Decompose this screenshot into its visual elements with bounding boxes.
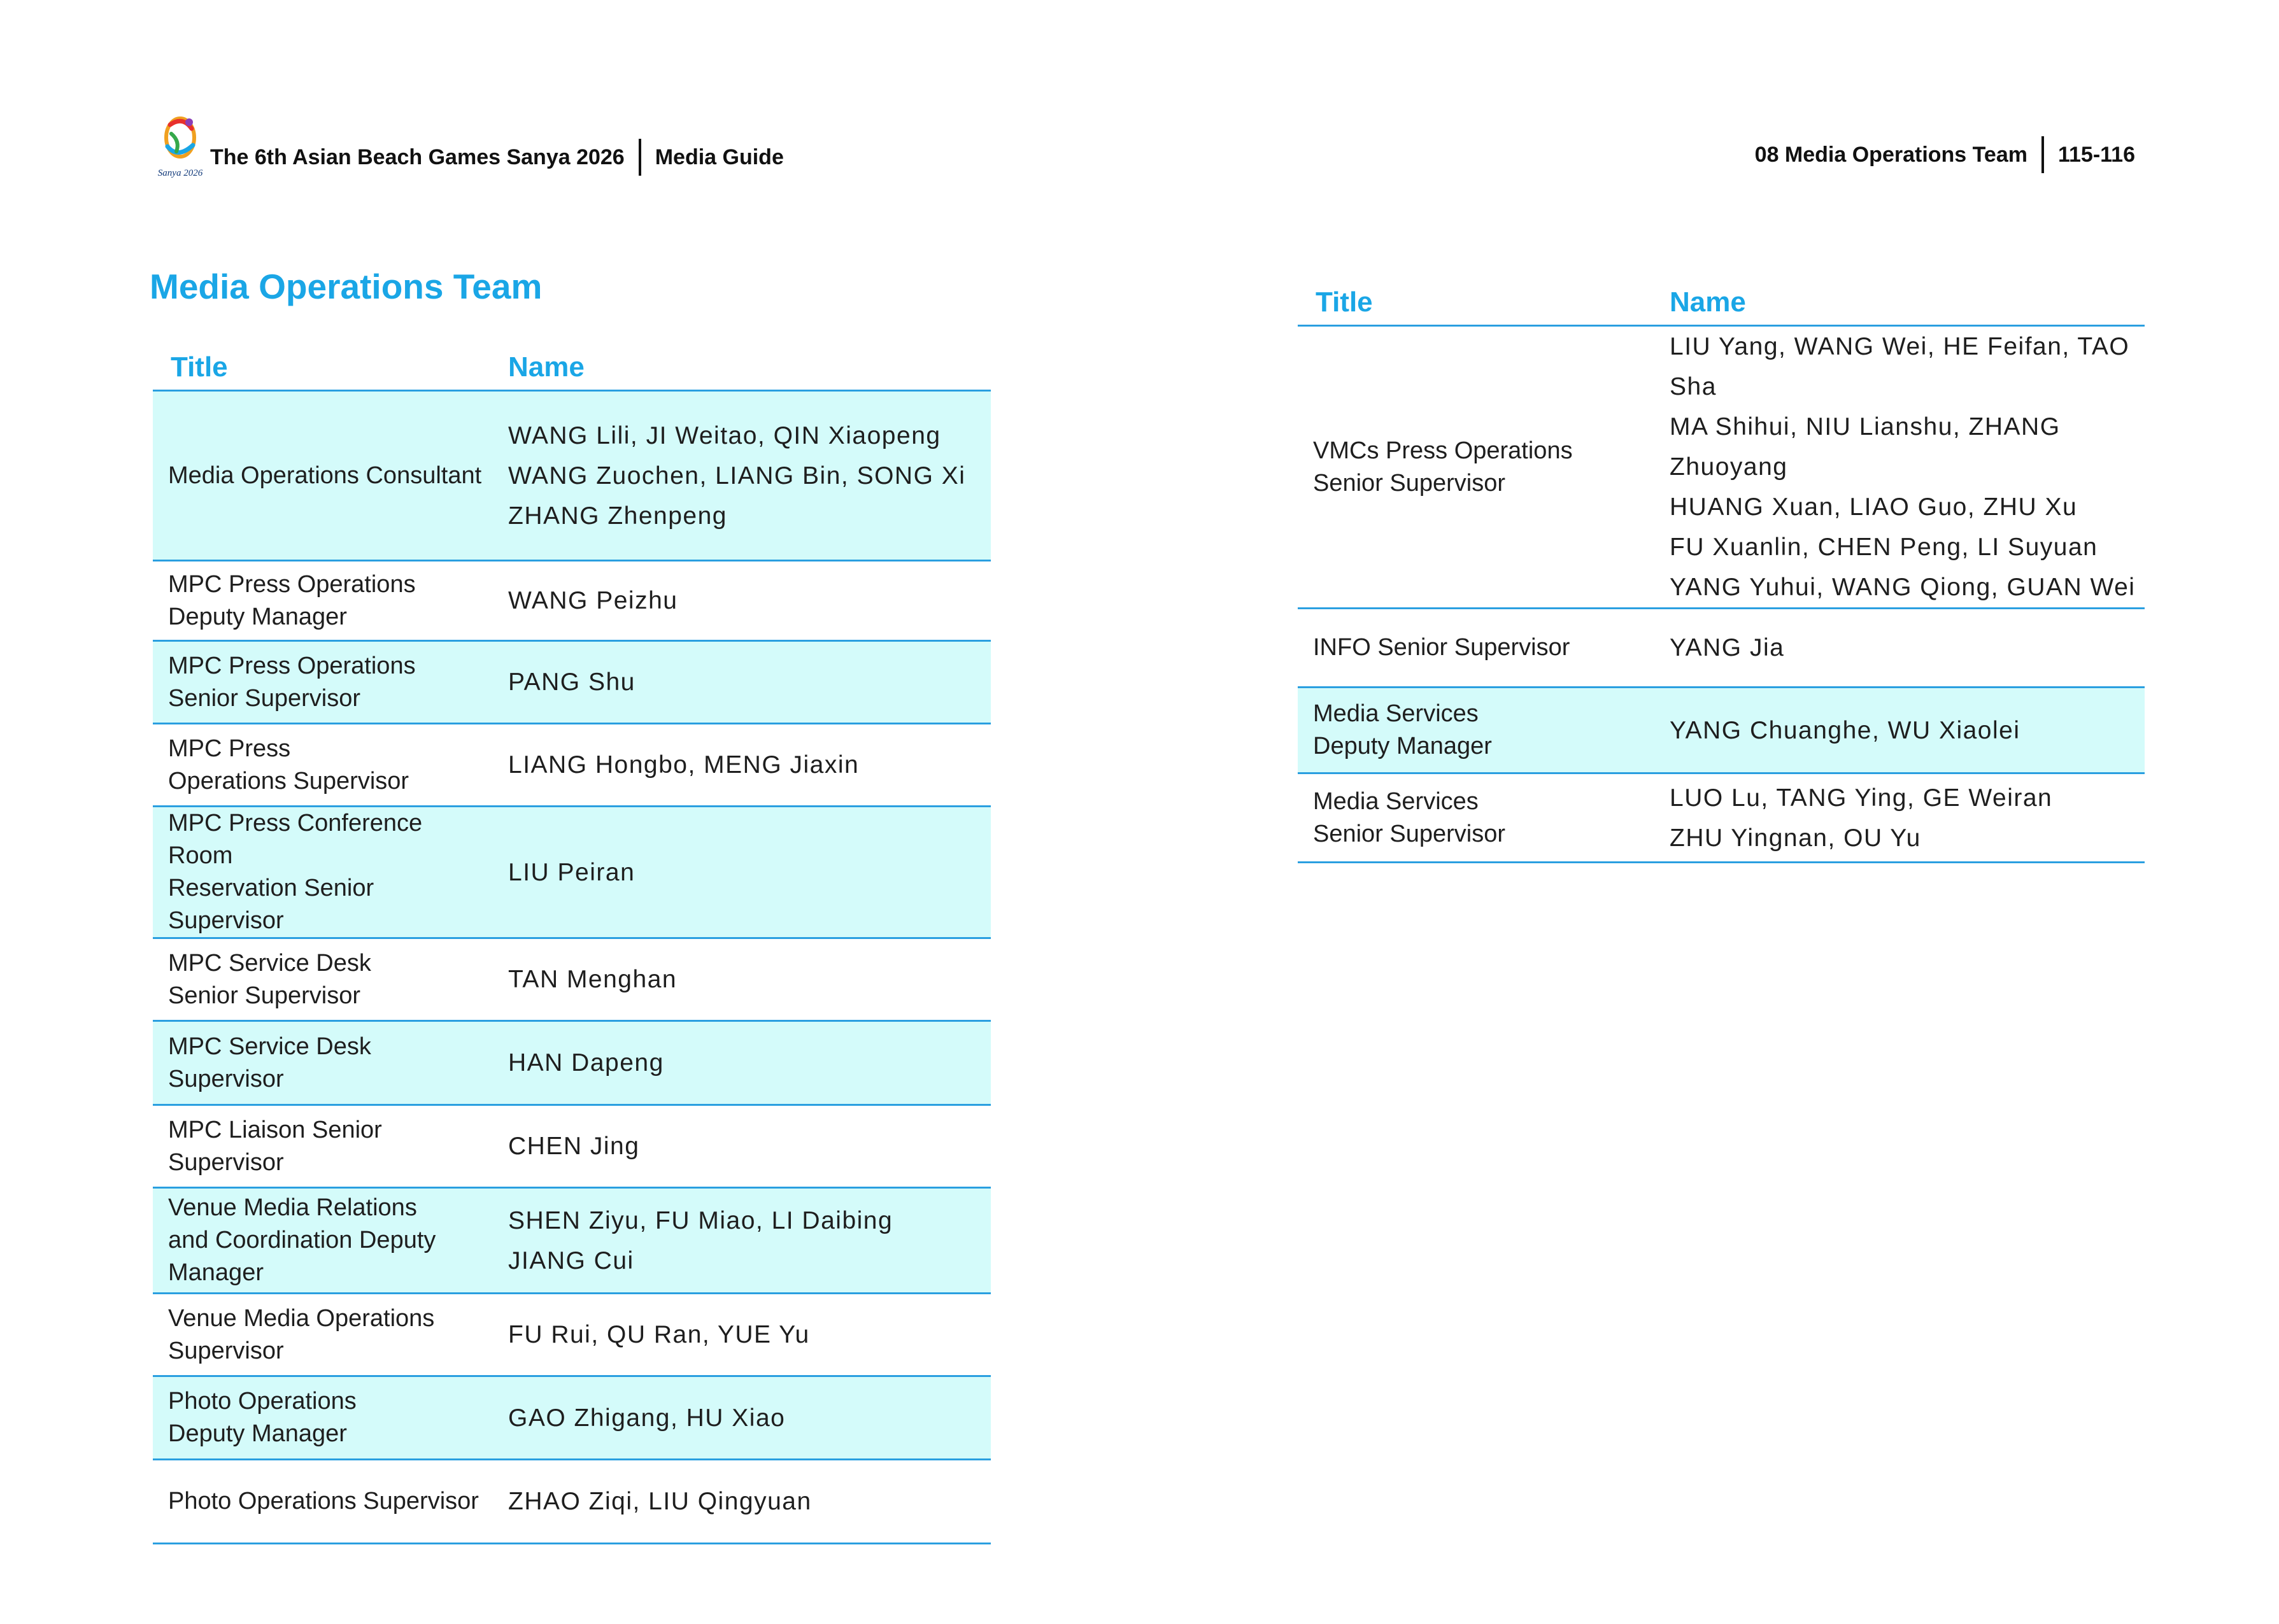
staff-names-cell xyxy=(490,724,991,807)
role-title-line: Deputy Manager xyxy=(168,1420,347,1447)
role-title-line: Reservation Senior Supervisor xyxy=(168,875,374,934)
staff-name-line: ZHANG Zhenpeng xyxy=(508,502,727,530)
staff-name-line: SHEN Ziyu, FU Miao, LI Daibing xyxy=(508,1206,893,1234)
role-title-line: MPC Service Desk xyxy=(168,949,371,977)
games-logo-icon xyxy=(151,112,209,181)
role-title-line: Venue Media Operations xyxy=(168,1304,435,1332)
col-name-header: Name xyxy=(490,331,991,391)
staff-names-cell xyxy=(490,561,991,641)
staff-names-cell xyxy=(490,1021,991,1105)
role-title-cell xyxy=(153,1188,490,1294)
staff-name-line: ZHAO Ziqi, LIU Qingyuan xyxy=(508,1488,812,1515)
staff-names-cell xyxy=(490,1188,991,1294)
table-header-row xyxy=(1298,272,2145,326)
staff-names-cell xyxy=(1652,609,2145,688)
table-row xyxy=(153,1021,991,1105)
doc-subtitle: Media Guide xyxy=(655,145,784,169)
table-row xyxy=(153,1460,991,1544)
staff-name-line: YANG Chuanghe, WU Xiaolei xyxy=(1670,716,2020,744)
table-row xyxy=(153,391,991,561)
role-title-cell xyxy=(153,391,490,561)
staff-name-line: PANG Shu xyxy=(508,668,635,696)
table-row xyxy=(153,724,991,807)
staff-names-cell xyxy=(490,391,991,561)
staff-names-cell xyxy=(490,938,991,1021)
staff-name-line: WANG Peizhu xyxy=(508,587,678,614)
table-row xyxy=(153,641,991,724)
table-row xyxy=(1298,609,2145,688)
staff-name-line: ZHU Yingnan, OU Yu xyxy=(1670,824,1921,852)
staff-name-line: HUANG Xuan, LIAO Guo, ZHU Xu xyxy=(1670,493,2078,521)
role-title-cell xyxy=(1298,326,1652,609)
header-left xyxy=(210,139,784,176)
role-title-cell xyxy=(153,561,490,641)
staff-name-line: JIANG Cui xyxy=(508,1246,634,1274)
staff-name-line: LUO Lu, TANG Ying, GE Weiran xyxy=(1670,784,2053,812)
table-row xyxy=(153,807,991,938)
role-title-line: Senior Supervisor xyxy=(1313,469,1506,497)
left-table-body xyxy=(153,391,991,1544)
role-title-line: Photo Operations xyxy=(168,1388,357,1415)
role-title-line: MPC Liaison Senior Supervisor xyxy=(168,1116,382,1176)
staff-name-line: LIU Yang, WANG Wei, HE Feifan, TAO Sha xyxy=(1670,333,2130,400)
role-title-line: MPC Press Conference Room xyxy=(168,810,423,869)
staff-name-line: CHEN Jing xyxy=(508,1133,640,1160)
role-title-line: MPC Press Operations xyxy=(168,570,416,598)
table-row xyxy=(153,1188,991,1294)
role-title-cell xyxy=(153,1376,490,1460)
table-row xyxy=(153,1376,991,1460)
doc-title: The 6th Asian Beach Games Sanya 2026 xyxy=(210,145,625,169)
role-title-line: Supervisor xyxy=(168,1337,284,1364)
staff-names-cell xyxy=(490,641,991,724)
header-divider xyxy=(639,139,641,176)
role-title-line: Photo Operations Supervisor xyxy=(168,1488,479,1515)
staff-name-line: WANG Zuochen, LIANG Bin, SONG Xi xyxy=(508,462,966,490)
role-title-cell xyxy=(153,724,490,807)
role-title-line: Deputy Manager xyxy=(1313,733,1492,759)
table-row xyxy=(153,1105,991,1188)
staff-names-cell xyxy=(1652,326,2145,609)
role-title-cell xyxy=(1298,609,1652,688)
table-row xyxy=(153,938,991,1021)
staff-name-line: TAN Menghan xyxy=(508,966,678,993)
staff-name-line: YANG Yuhui, WANG Qiong, GUAN Wei xyxy=(1670,574,2136,601)
role-title-line: Media Operations Consultant xyxy=(168,462,482,489)
section-title: Media Operations Team xyxy=(150,267,543,306)
right-staff-table xyxy=(1298,272,2145,863)
staff-name-line: GAO Zhigang, HU Xiao xyxy=(508,1404,786,1432)
staff-names-cell xyxy=(490,1105,991,1188)
role-title-line: Senior Supervisor xyxy=(1313,820,1506,847)
page-numbers: 115-116 xyxy=(2057,142,2135,167)
staff-name-line: LIU Peiran xyxy=(508,858,635,886)
role-title-line: Operations Supervisor xyxy=(168,767,409,794)
staff-name-line: FU Xuanlin, CHEN Peng, LI Suyuan xyxy=(1670,533,2098,561)
role-title-cell xyxy=(153,1021,490,1105)
role-title-cell xyxy=(153,807,490,938)
role-title-line: and Coordination Deputy xyxy=(168,1227,436,1253)
staff-names-cell xyxy=(1652,773,2145,863)
staff-name-line: WANG Lili, JI Weitao, QIN Xiaopeng xyxy=(508,421,941,449)
role-title-cell xyxy=(153,641,490,724)
role-title-line: VMCs Press Operations xyxy=(1313,437,1573,464)
table-row xyxy=(1298,773,2145,863)
col-name-header: Name xyxy=(1652,272,2145,326)
role-title-line: Venue Media Relations xyxy=(168,1194,417,1221)
role-title-cell xyxy=(153,938,490,1021)
role-title-line: Manager xyxy=(168,1259,264,1286)
role-title-line: Senior Supervisor xyxy=(168,684,361,712)
staff-name-line: HAN Dapeng xyxy=(508,1049,664,1077)
staff-names-cell xyxy=(490,1460,991,1544)
header-divider xyxy=(2041,136,2044,173)
table-row xyxy=(153,561,991,641)
staff-name-line: FU Rui, QU Ran, YUE Yu xyxy=(508,1321,810,1348)
svg-text:Sanya 2026: Sanya 2026 xyxy=(157,168,203,178)
table-row xyxy=(1298,688,2145,773)
role-title-line: MPC Press xyxy=(168,735,291,762)
role-title-line: Deputy Manager xyxy=(168,603,347,630)
role-title-line: INFO Senior Supervisor xyxy=(1313,634,1570,661)
col-title-header: Title xyxy=(153,331,490,391)
role-title-cell xyxy=(1298,773,1652,863)
role-title-cell xyxy=(153,1460,490,1544)
role-title-line: Senior Supervisor xyxy=(168,982,361,1009)
col-title-header: Title xyxy=(1298,272,1652,326)
left-staff-table xyxy=(153,331,991,1544)
staff-names-cell xyxy=(1652,688,2145,773)
role-title-cell xyxy=(1298,688,1652,773)
staff-name-line: LIANG Hongbo, MENG Jiaxin xyxy=(508,751,860,779)
staff-names-cell xyxy=(490,1376,991,1460)
staff-names-cell xyxy=(490,1294,991,1376)
games-logo xyxy=(151,112,209,181)
right-table-body xyxy=(1298,326,2145,863)
table-row xyxy=(153,1294,991,1376)
table-row xyxy=(1298,326,2145,609)
staff-name-line: YANG Jia xyxy=(1670,634,1785,661)
header-right xyxy=(1755,136,2135,173)
table-header-row xyxy=(153,331,991,391)
chapter-label: 08 Media Operations Team xyxy=(1754,142,2027,167)
staff-names-cell xyxy=(490,807,991,938)
role-title-line: MPC Service Desk Supervisor xyxy=(168,1033,371,1092)
role-title-cell xyxy=(153,1105,490,1188)
role-title-cell xyxy=(153,1294,490,1376)
staff-name-line: MA Shihui, NIU Lianshu, ZHANG Zhuoyang xyxy=(1670,413,2061,481)
role-title-line: MPC Press Operations xyxy=(168,652,416,679)
role-title-line: Media Services xyxy=(1313,700,1479,727)
role-title-line: Media Services xyxy=(1313,787,1479,815)
